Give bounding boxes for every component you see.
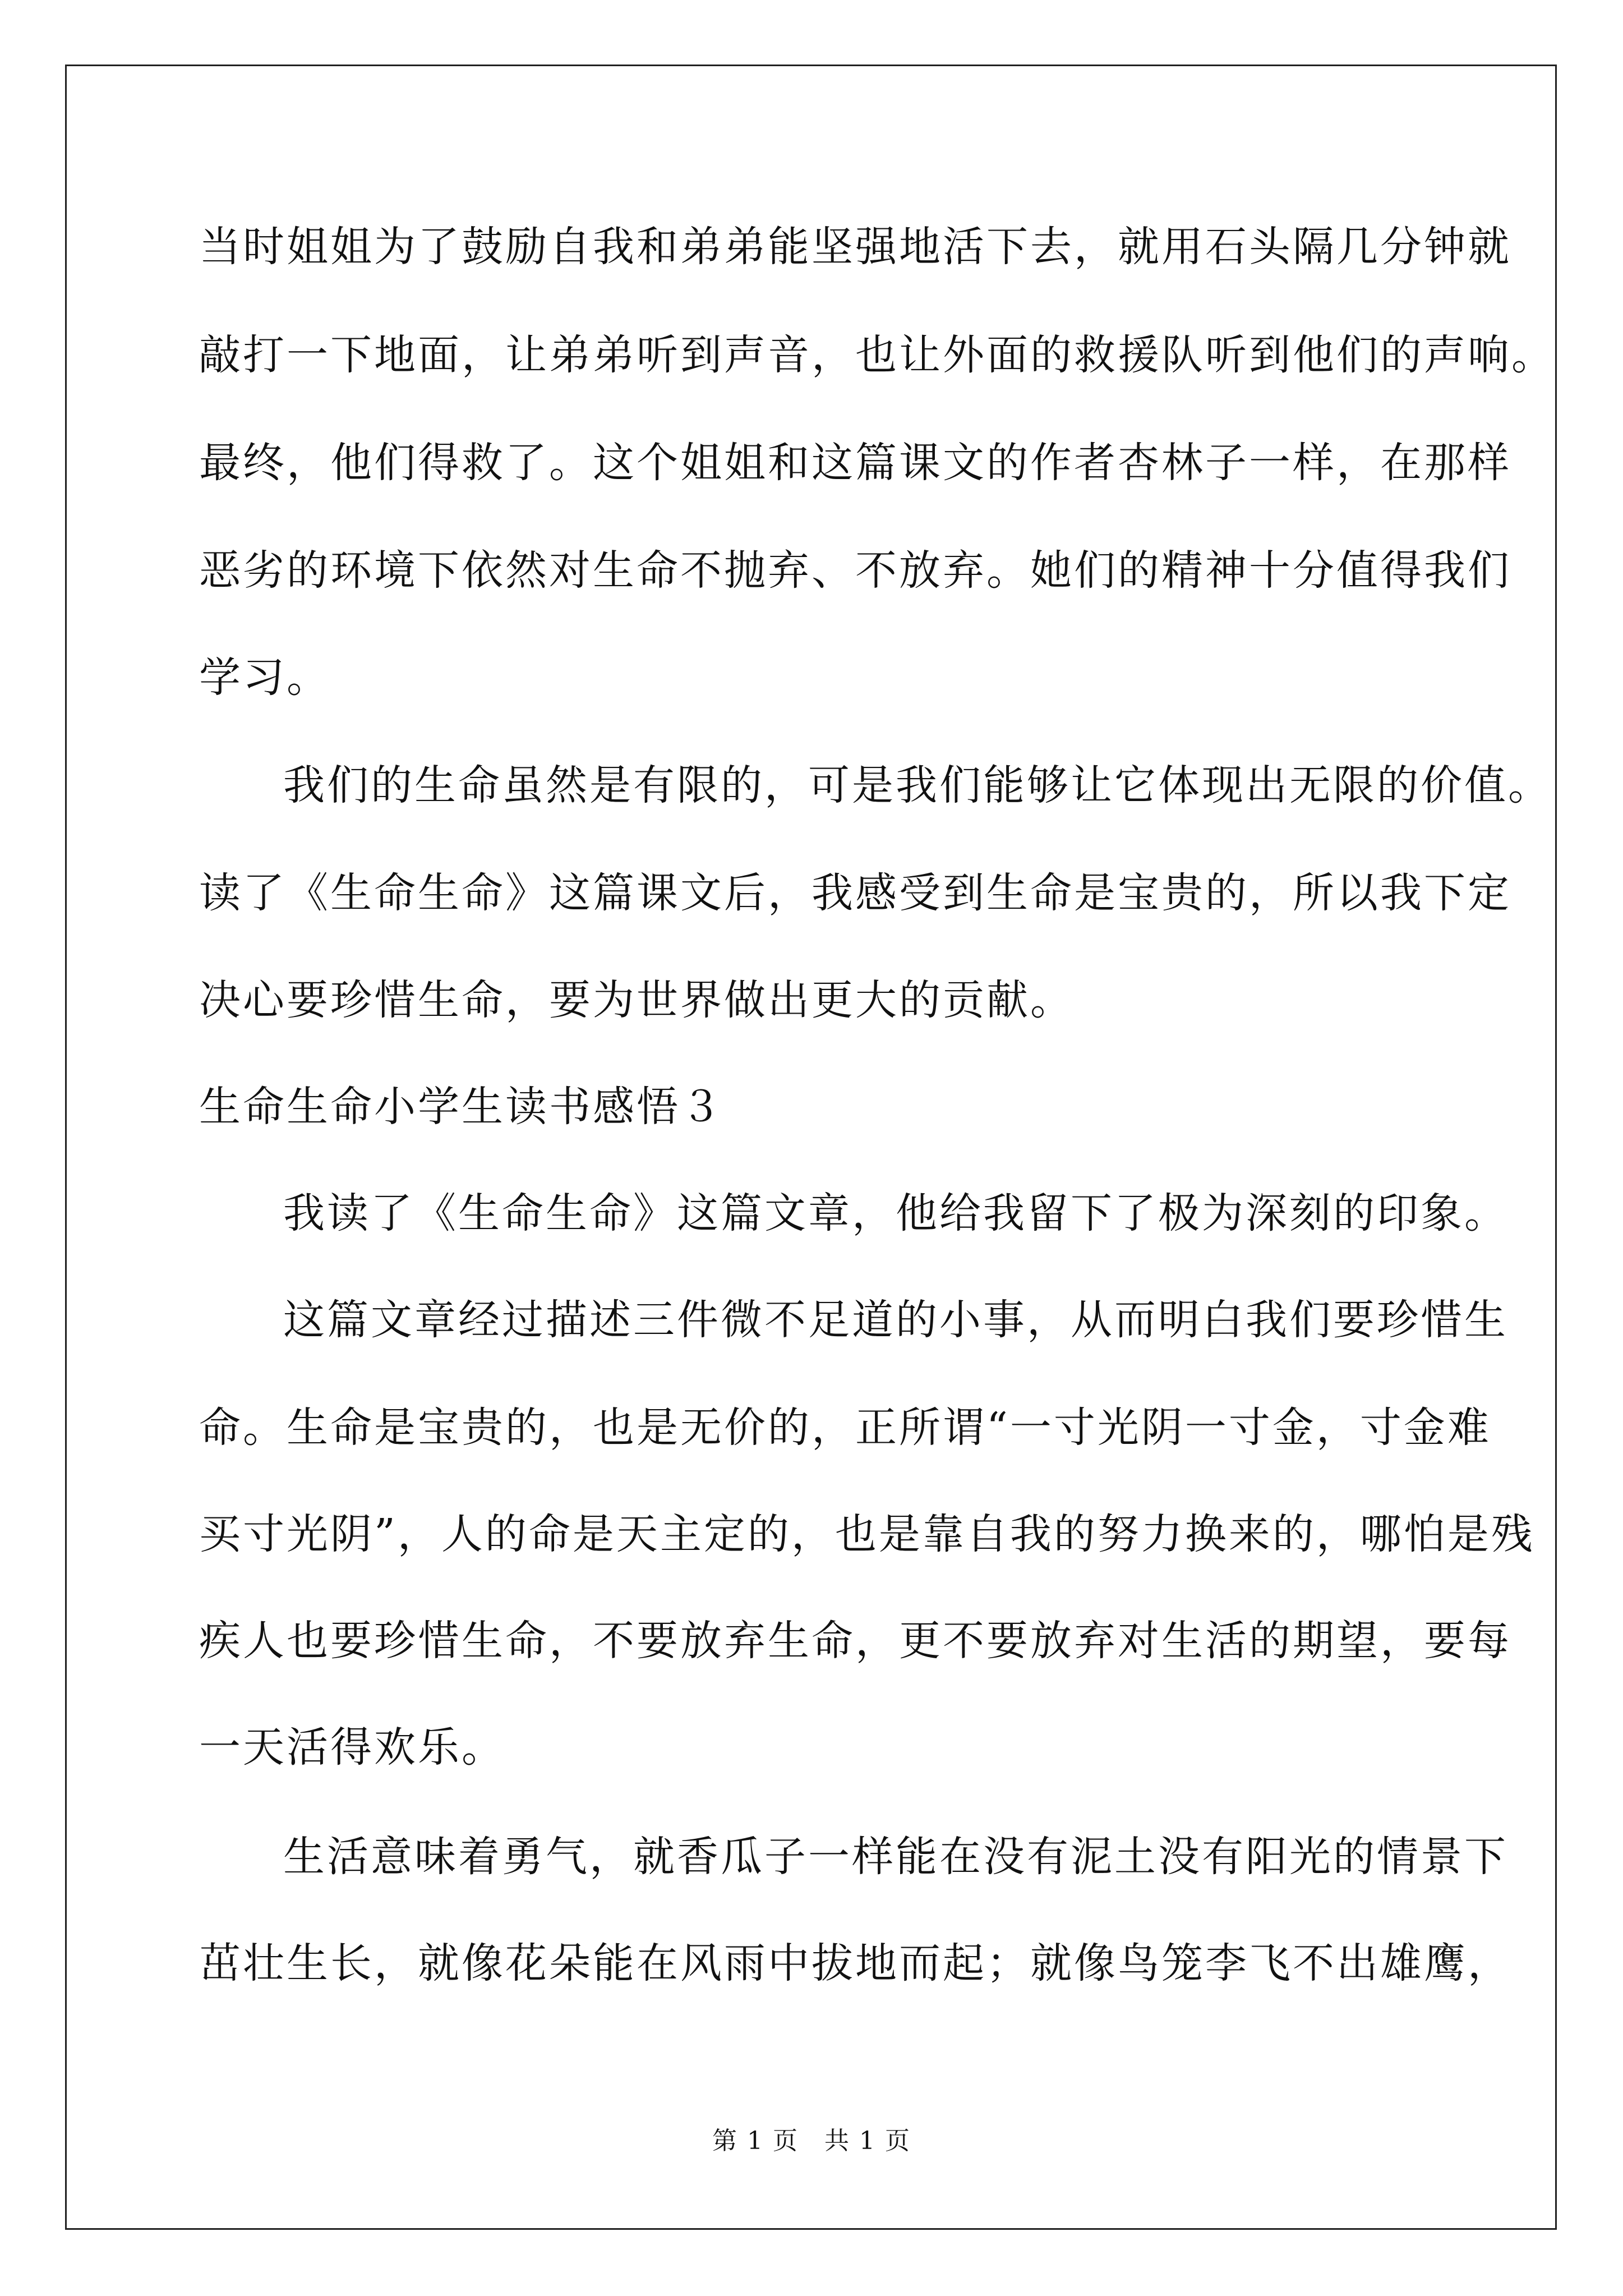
text-line: 当时姐姐为了鼓励自我和弟弟能坚强地活下去，就用石头隔几分钟就 (199, 223, 1511, 271)
page-number-footer: 第 1 页 共 1 页 (712, 2127, 911, 2155)
text-line: 恶劣的环境下依然对生命不抛弃、不放弃。她们的精神十分值得我们 (199, 546, 1511, 595)
text-line: 决心要珍惜生命，要为世界做出更大的贡献。 (199, 976, 1074, 1024)
text-line: 茁壮生长，就像花朵能在风雨中拔地而起；就像鸟笼李飞不出雄鹰， (199, 1939, 1511, 1987)
text-line: 学习。 (199, 654, 330, 702)
text-line: 读了《生命生命》这篇课文后，我感受到生命是宝贵的，所以我下定 (199, 869, 1511, 917)
page-border (65, 65, 1557, 2230)
text-line: 我们的生命虽然是有限的，可是我们能够让它体现出无限的价值。 (283, 761, 1552, 809)
text-line: 一天活得欢乐。 (199, 1723, 505, 1772)
text-line: 这篇文章经过描述三件微不足道的小事，从而明白我们要珍惜生 (283, 1296, 1508, 1344)
text-line: 生活意味着勇气，就香瓜子一样能在没有泥土没有阳光的情景下 (283, 1833, 1508, 1881)
text-line: 我读了《生命生命》这篇文章，他给我留下了极为深刻的印象。 (283, 1189, 1508, 1237)
text-line: 命。生命是宝贵的，也是无价的，正所谓“一寸光阴一寸金，寸金难 (199, 1404, 1491, 1452)
text-line: 最终，他们得救了。这个姐姐和这篇课文的作者杏林子一样，在那样 (199, 439, 1511, 487)
text-line: 敲打一下地面，让弟弟听到声音，也让外面的救援队听到他们的声响。 (199, 331, 1555, 379)
text-line: 疾人也要珍惜生命，不要放弃生命，更不要放弃对生活的期望，要每 (199, 1617, 1511, 1665)
section-heading: 生命生命小学生读书感悟３ (199, 1083, 724, 1131)
text-line: 买寸光阴”，人的命是天主定的，也是靠自我的努力换来的，哪怕是残 (199, 1510, 1535, 1558)
